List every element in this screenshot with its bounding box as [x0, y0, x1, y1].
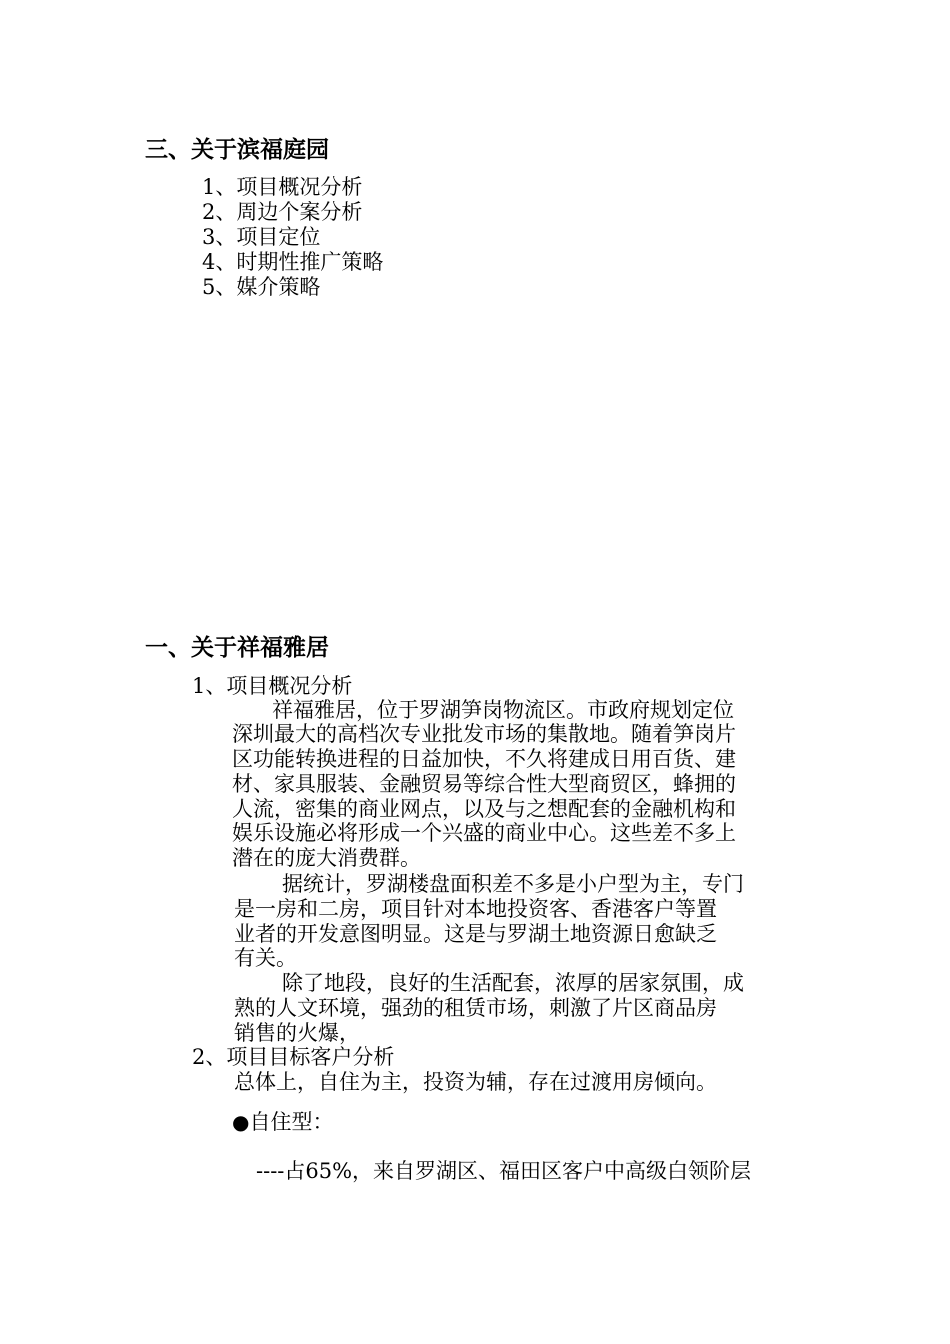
paragraph-line: 据统计，罗湖楼盘面积差不多是小户型为主，专门 — [282, 872, 744, 896]
paragraph-line: 深圳最大的高档次专业批发市场的集散地。随着笋岗片 — [232, 722, 736, 746]
paragraph-line: 是一房和二房，项目针对本地投资客、香港客户等置 — [234, 897, 717, 921]
paragraph-line: 人流，密集的商业网点，以及与之想配套的金融机构和 — [232, 797, 736, 821]
section3-item: 5、媒介策略 — [202, 275, 321, 299]
bullet-item — [232, 1110, 333, 1135]
paragraph-line: 除了地段，良好的生活配套，浓厚的居家氛围，成 — [282, 971, 744, 995]
section3-item: 3、项目定位 — [202, 225, 321, 249]
dash-line: ----占65%，来自罗湖区、福田区客户中高级白领阶层 — [256, 1159, 752, 1183]
summary-line: 总体上，自住为主，投资为辅，存在过渡用房倾向。 — [234, 1070, 717, 1094]
subheading-target-clients: 2、项目目标客户分析 — [192, 1045, 395, 1069]
bullet-label: 自住型： — [249, 1110, 334, 1134]
section3-item: 2、周边个案分析 — [202, 200, 363, 224]
section1-heading: 一、关于祥福雅居 — [145, 635, 329, 661]
section3-heading: 三、关于滨福庭园 — [145, 137, 329, 163]
subheading-project-overview: 1、项目概况分析 — [192, 674, 353, 698]
paragraph-line: 祥福雅居，位于罗湖笋岗物流区。市政府规划定位 — [272, 698, 734, 722]
section3-item: 1、项目概况分析 — [202, 175, 363, 199]
paragraph-line: 业者的开发意图明显。这是与罗湖土地资源日愈缺乏 — [234, 922, 717, 946]
paragraph-line: 有关。 — [234, 946, 297, 970]
paragraph-line: 材、家具服装、金融贸易等综合性大型商贸区，蜂拥的 — [232, 772, 736, 796]
paragraph-line: 潜在的庞大消费群。 — [232, 846, 421, 870]
paragraph-line: 娱乐设施必将形成一个兴盛的商业中心。这些差不多上 — [232, 821, 736, 845]
paragraph-line: 区功能转换进程的日益加快，不久将建成日用百货、建 — [232, 747, 736, 771]
paragraph-line: 熟的人文环境，强劲的租赁市场，刺激了片区商品房 — [234, 996, 717, 1020]
bullet-dot-icon: ● — [232, 1110, 250, 1134]
section3-item: 4、时期性推广策略 — [202, 250, 384, 274]
paragraph-line: 销售的火爆， — [234, 1021, 360, 1045]
